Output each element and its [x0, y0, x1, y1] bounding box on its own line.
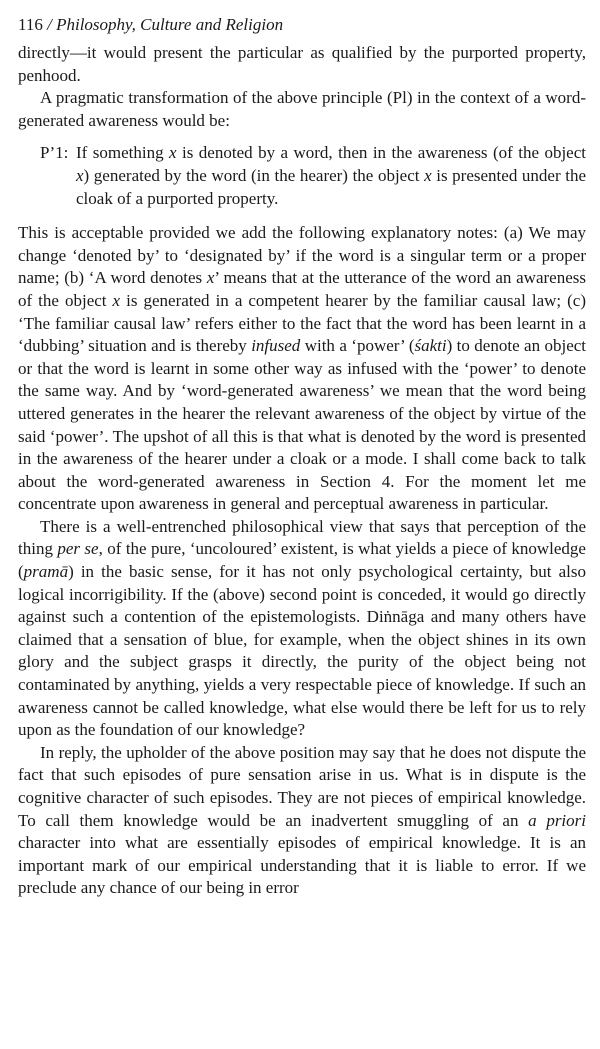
principle-block [40, 142, 586, 210]
paragraph: A pragmatic transformation of the above principle (Pl) in the context of a word-generated awareness would be: [18, 88, 586, 130]
page-number: 116 [18, 15, 43, 34]
principle-label: P’1: [40, 143, 69, 163]
paragraph: In reply, the upholder of the above position may say that he does not dispute the fact that such episodes of pure sensation arise in us. What is in dispute is the cognitive character of such episodes. They are not pieces of empirical knowledge. To call them knowledge would be an inadvertent smuggling of an a priori character into what are essentially episodes of empirical knowledge. It is an important mark of our empirical understanding that it is liable to error. If we preclude any chance of our being in error [18, 742, 586, 898]
running-header [18, 14, 586, 36]
paragraph: This is acceptable provided we add the following explanatory notes: (a) We may change ‘denoted by’ to ‘designated by’ if the word is a singular term or a proper name; (b) ‘A word denotes x’ means that at the utterance of the word an awareness of the object x is generated in a competent hearer by the familiar causal law; (c) ‘The familiar causal law’ refers either to the fact that the word has been learnt in a ‘dubbing’ situation and is thereby infused with a ‘power’ (śakti) to denote an object or that the word is learnt in some other way as infused with the ‘power’ to denote the same way. And by ‘word-generated awareness’ we mean that the word being uttered generates in the hearer the relevant awareness of the object by virtue of the said ‘power’. The upshot of all this is that what is denoted by the word is presented in the awareness of the hearer under a cloak or a mode. I shall come back to talk about the word-generated awareness in Section 4. For the moment let me concentrate upon awareness in general and perceptual awareness in particular. [18, 223, 587, 514]
paragraph: directly—it would present the particular as qualified by the purported property, penhood. [18, 43, 586, 85]
body-text [18, 42, 586, 900]
principle-text: If something x is denoted by a word, then in the awareness (of the object x) generated by the word (in the hearer) the object x is presented under the cloak of a purported property. [76, 143, 587, 208]
paragraph: There is a well-entrenched philosophical view that says that perception of the thing per se, of the pure, ‘uncoloured’ existent, is what yields a piece of knowledge (pramā) in the basic sense, for it has not only psychological certainty, but also logical incorrigibility. If the (above) second point is conceded, it would go directly against such a contention of the epistemologists. Diṅnāga and many others have claimed that a sensation of blue, for example, when the object shines in its own glory and the subject grasps it directly, the purity of the object being not contaminated by anything, yields a very respectable piece of knowledge. If such an awareness cannot be called knowledge, what else would there be left for us to rely upon as the foundation of our knowledge? [18, 516, 586, 740]
running-title: / Philosophy, Culture and Religion [47, 15, 284, 34]
